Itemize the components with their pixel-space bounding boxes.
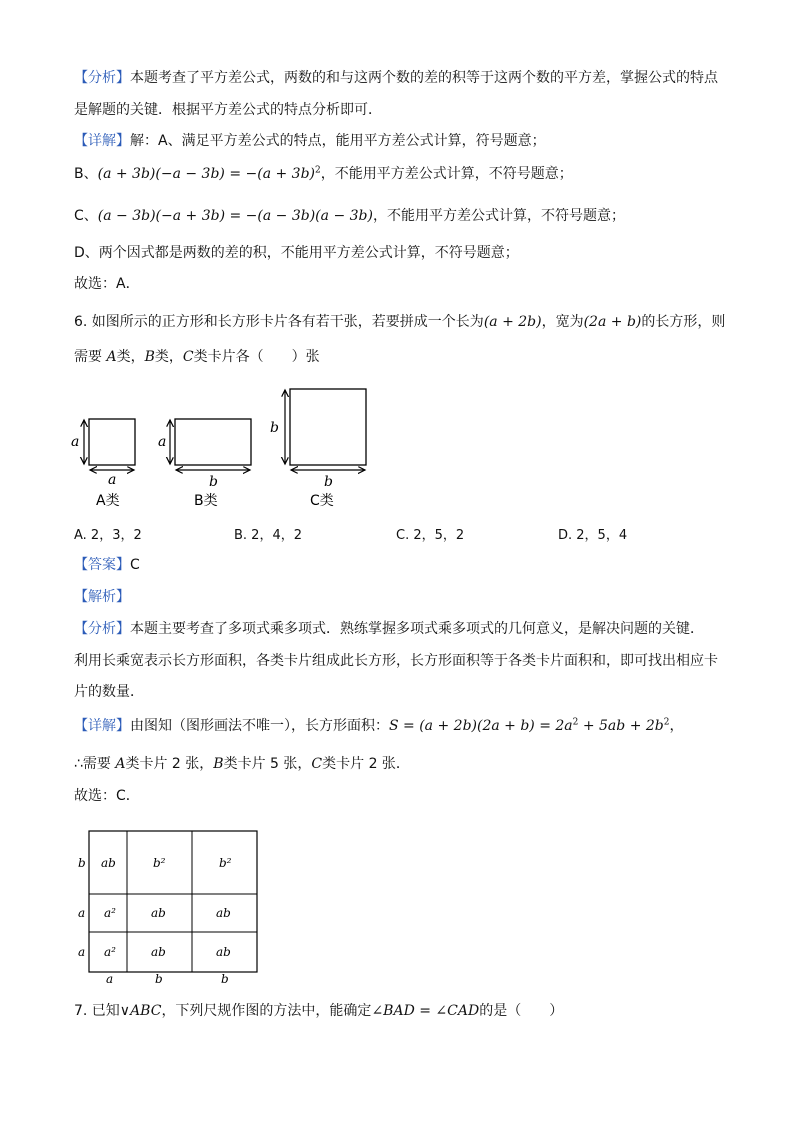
option-c-line: [74, 206, 625, 226]
grid-row-label-1: a: [78, 906, 86, 920]
q6-need: 需要: [74, 349, 107, 365]
q6-text: 6. 如图所示的正方形和长方形卡片各有若干张，若要拼成一个长为: [74, 314, 484, 330]
card-b-bottom-label: b: [209, 474, 218, 490]
need-line: [74, 754, 410, 774]
cards-figure: [66, 384, 376, 516]
choice-1: 故选：A．: [74, 276, 140, 292]
card-a-square: [89, 419, 135, 465]
detail-2-formula-2: + 5ab + 2b: [578, 718, 664, 734]
detail-2-end: ，: [669, 718, 684, 734]
option-a: A. 2，3，2: [74, 528, 142, 543]
grid-cell-1-0: a²: [104, 906, 116, 920]
analysis-2: [74, 619, 704, 639]
question-6-cont: [74, 347, 320, 367]
jiexi-tag: 【解析】: [74, 589, 130, 605]
detail-1: [74, 131, 546, 151]
q7-text-3: 的是（ ）: [479, 1003, 564, 1019]
q7-formula: ∠BAD = ∠CAD: [371, 1003, 480, 1019]
q6-cls1: 类，: [116, 349, 145, 365]
answer-line: [74, 555, 140, 575]
card-a-label: A类: [96, 493, 120, 509]
grid-cell-2-2: ab: [216, 945, 231, 959]
analysis-2-text: 本题主要考查了多项式乘多项式．熟练掌握多项式乘多项式的几何意义，是解决问题的关键．: [130, 621, 704, 637]
b-prefix: B、: [74, 166, 98, 182]
need-B-count: 类卡片 5 张，: [223, 756, 312, 772]
grid-cell-0-2: b²: [219, 856, 232, 870]
q6-cls2: 类，: [154, 349, 183, 365]
b-suffix: ，不能用平方差公式计算，不符号题意；: [320, 166, 573, 182]
c-formula: (a − 3b)(−a + 3b) = −(a − 3b)(a − 3b): [97, 208, 373, 224]
q6-A: A: [106, 349, 117, 365]
q6-length: (a + 2b): [483, 314, 542, 330]
card-b-side-label: a: [158, 434, 167, 450]
q6-text-2: ，宽为: [541, 314, 584, 330]
detail-2-sup-2: 2: [663, 717, 670, 728]
q6-C: C: [182, 349, 194, 365]
c-prefix: C、: [74, 208, 98, 224]
need-A: A: [115, 756, 126, 772]
grid-cell-2-1: ab: [151, 945, 166, 959]
grid-col-label-2: b: [221, 972, 229, 986]
answer-value: C: [130, 557, 140, 573]
detail-tag: 【详解】: [74, 133, 130, 149]
jiexi-line: [74, 587, 130, 607]
card-b-label: B类: [194, 493, 218, 509]
analysis-tag: 【分析】: [74, 70, 130, 86]
detail-2-formula: S = (a + 2b)(2a + b) = 2a: [389, 718, 573, 734]
need-B: B: [213, 756, 224, 772]
card-c-square: [290, 389, 366, 465]
q6-width: (2a + b): [583, 314, 642, 330]
b-formula: (a + 3b)(−a − 3b) = −(a + 3b): [97, 166, 316, 182]
grid-col-label-0: a: [106, 972, 114, 986]
card-c-side-label: b: [270, 420, 279, 436]
b-formula-sup: 2: [315, 165, 321, 176]
card-c-label: C类: [310, 493, 334, 509]
card-c-bottom-label: b: [324, 474, 333, 490]
analysis-1: [74, 68, 718, 88]
card-a-bottom-label: a: [108, 472, 117, 488]
option-c: C. 2，5，2: [396, 528, 465, 543]
answer-tag: 【答案】: [74, 557, 130, 573]
need-A-count: 类卡片 2 张，: [125, 756, 214, 772]
grid-row-label-2: a: [78, 945, 86, 959]
analysis-2-cont: 利用长乘宽表示长方形面积，各类卡片组成此长方形，长方形面积等于各类卡片面积和，即可找出相应卡: [74, 653, 718, 669]
need-prefix: ∴需要: [74, 756, 116, 772]
question-6: [74, 312, 725, 332]
question-7: [74, 1001, 563, 1021]
q7-triangle: ABC: [130, 1003, 162, 1019]
q6-B: B: [144, 349, 155, 365]
grid-cell-0-1: b²: [153, 856, 166, 870]
q6-cls3: 类卡片各（ ）张: [193, 349, 320, 365]
choice-2: 故选：C．: [74, 788, 140, 804]
option-d-line: D、两个因式都是两数的差的积，不能用平方差公式计算，不符号题意；: [74, 245, 519, 261]
area-grid-figure: [74, 828, 264, 990]
analysis-1-cont: 是解题的关键．根据平方差公式的特点分析即可．: [74, 102, 382, 118]
grid-cell-0-0: ab: [101, 856, 116, 870]
analysis-2-tag: 【分析】: [74, 621, 130, 637]
need-C: C: [311, 756, 323, 772]
card-a-side-label: a: [71, 434, 80, 450]
card-b-rect: [175, 419, 251, 465]
grid-cell-1-1: ab: [151, 906, 166, 920]
grid-cell-2-0: a²: [104, 945, 116, 959]
c-suffix: ，不能用平方差公式计算，不符号题意；: [372, 208, 625, 224]
detail-2: [74, 716, 683, 736]
grid-row-label-0: b: [78, 856, 86, 870]
detail-text: 解：A、满足平方差公式的特点，能用平方差公式计算，符号题意；: [130, 133, 546, 149]
grid-col-label-1: b: [155, 972, 163, 986]
need-C-count: 类卡片 2 张．: [322, 756, 410, 772]
analysis-text: 本题考查了平方差公式，两数的和与这两个数的差的积等于这两个数的平方差，掌握公式的特点: [130, 70, 718, 86]
grid-cell-1-2: ab: [216, 906, 231, 920]
option-b: B. 2，4，2: [234, 528, 302, 543]
detail-2-tag: 【详解】: [74, 718, 130, 734]
option-b-line: [74, 164, 573, 184]
q7-text: 7. 已知∨: [74, 1003, 131, 1019]
analysis-2-cont2: 片的数量．: [74, 684, 144, 700]
detail-2-sup-1: 2: [572, 717, 579, 728]
detail-2-text: 由图知（图形画法不唯一），长方形面积：: [130, 718, 389, 734]
q7-text-2: ，下列尺规作图的方法中，能确定: [161, 1003, 372, 1019]
q6-text-3: 的长方形，则: [641, 314, 726, 330]
option-d: D. 2，5，4: [558, 528, 628, 543]
